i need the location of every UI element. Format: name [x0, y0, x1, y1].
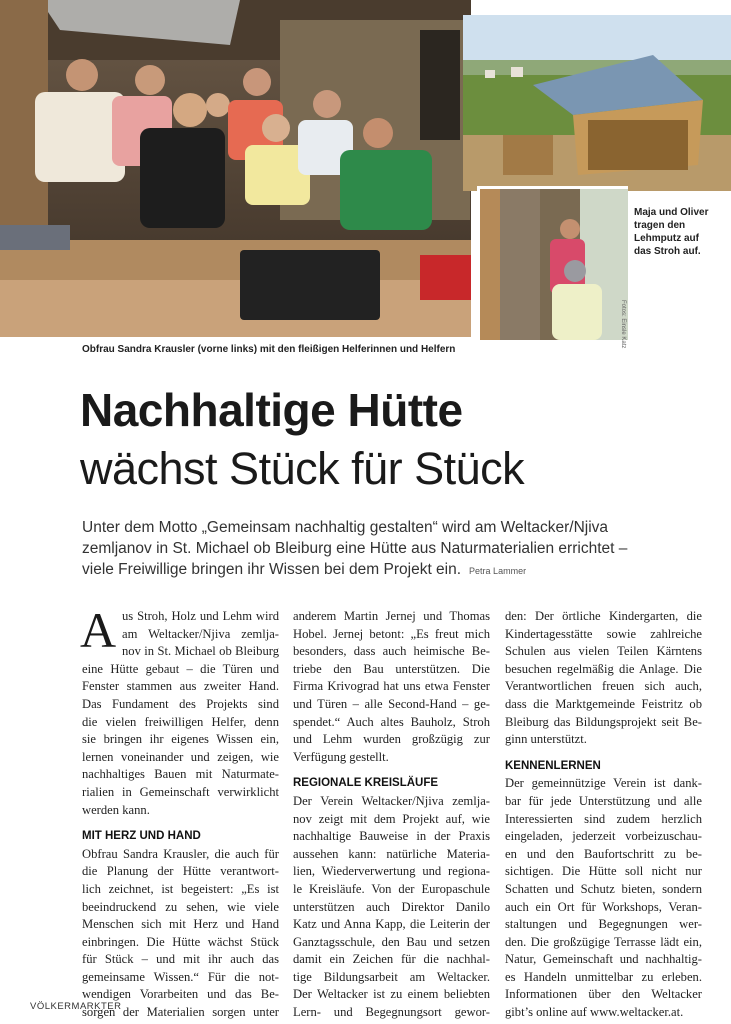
text-line: Interessierten sind zudem herzlich: [505, 811, 702, 826]
text-line: Informationen über den Weltacker: [505, 987, 702, 1002]
dropcap-letter: A: [80, 602, 117, 658]
wall-photo: [477, 186, 628, 340]
text-line: staltungen und Begegnungen wer-: [505, 917, 702, 932]
text-line: für Stück – und mit ihr auch das: [82, 952, 279, 967]
text-line: sie bringen ihr eigenes Wissen ein,: [82, 732, 279, 747]
text-line: ginn unterstützt.: [505, 732, 587, 747]
text-line: lich zeichnet, ist begeistert: „Es ist: [82, 881, 279, 896]
side-caption-line: das Stroh auf.: [634, 246, 701, 257]
text-line: Das Fundament des Projekts sind: [82, 696, 279, 711]
text-line: Kindertagesstätte sowie zahlreiche: [505, 626, 702, 641]
text-line: wendigen Vorarbeiten und das Be-: [82, 987, 279, 1002]
section-heading: REGIONALE KREISLÄUFE: [293, 777, 439, 790]
article-column-1: [80, 602, 279, 1022]
text-line: die vielen freiwilligen Helfer, denn: [82, 714, 279, 729]
section-body: [505, 775, 702, 1021]
headline-secondary: wächst Stück für Stück: [80, 443, 525, 494]
group-photo-graphic: [0, 0, 471, 337]
section-continuation: [505, 608, 702, 749]
text-line: Firma Krivograd hat uns etwa Fenster: [293, 679, 490, 694]
text-line: en und den Baufortschritt zu be-: [505, 846, 702, 861]
lead-line: zemljanov in St. Michael ob Bleiburg eine Hütte aus Naturmaterialien errichtet –: [82, 540, 628, 557]
text-line: Hobel. Jernej betont: „Es freut mich: [293, 626, 490, 641]
text-line: Verfügung gestellt.: [293, 749, 389, 764]
text-line: nov in St. Michael ob Bleiburg: [122, 644, 279, 659]
text-line: lernen voneinander und zeigen, wie: [82, 749, 279, 764]
text-line: nov zeigt mit dem Projekt auf, wie: [293, 811, 490, 826]
text-line: gemeinsame Wissen.“ Für die not-: [82, 969, 279, 984]
text-line: einbringen. Die Hütte wächst Stück: [82, 934, 279, 949]
lead-paragraph: [82, 517, 682, 582]
side-caption-line: tragen den: [634, 220, 686, 231]
text-line: am Weltacker/Njiva zemlja-: [122, 626, 279, 641]
text-line: Schatten und Schutz bieten, sondern: [505, 881, 702, 896]
text-line: Verantwortlichen freuen sich auch,: [505, 679, 702, 694]
side-photo-caption: [634, 206, 730, 258]
text-line: eingeladen, jederzeit vorbeizuschau-: [505, 829, 702, 844]
text-line: sorgen der Materialien sorgen unter: [82, 1005, 279, 1020]
section-heading: KENNENLERNEN: [505, 759, 601, 772]
text-line: beeindruckend zu sehen, wie viele: [82, 899, 279, 914]
text-line: Schulen aus vielen Teilen Kärntens: [505, 644, 702, 659]
text-line: sichtigen. Die Hütte soll nicht nur: [505, 864, 702, 879]
hut-photo: [463, 15, 731, 191]
headline-primary: Nachhaltige Hütte: [80, 384, 463, 436]
text-line: unterstützen auch Direktor Danilo: [293, 899, 490, 914]
text-line: eine Hütte gebaut – die Türen und: [82, 661, 279, 676]
section-continuation: [293, 608, 490, 766]
text-line: den. Die großzügige Terrasse lädt ein,: [505, 934, 702, 949]
text-line: Ganztagsschule, den Bau und setzen: [293, 934, 490, 949]
text-line: Lern- und Begegnungsort gewor-: [293, 1005, 490, 1020]
lead-text: viele Freiwillige bringen ihr Wissen bei dem Projekt ein.: [82, 561, 462, 578]
section-body: [82, 846, 279, 1022]
author-byline: Petra Lammer: [469, 566, 527, 576]
text-line: und Türen – alle Second-Hand – ge-: [293, 696, 490, 711]
section-heading: MIT HERZ UND HAND: [82, 830, 201, 843]
intro-body: [82, 661, 279, 819]
text-line: Der gemeinnützige Verein ist dank-: [505, 776, 702, 791]
article-column-2: [293, 608, 490, 1022]
text-line: Menschen sich mit Herz und Hand: [82, 917, 279, 932]
text-line: Fenster stammen aus zweiter Hand.: [82, 679, 279, 694]
magazine-footer: VÖLKERMARKTER: [30, 1001, 122, 1012]
lead-line: Unter dem Motto „Gemeinsam nachhaltig gestalten“ wird am Weltacker/Njiva: [82, 519, 609, 536]
text-line: rialien in Gemeinschaft verwirklicht: [82, 784, 279, 799]
text-line: damit ein Zeichen für die nachhal-: [293, 952, 490, 967]
text-line: dass die Marktgemeinde Feistritz ob: [505, 696, 702, 711]
wall-photo-graphic: [480, 189, 628, 340]
text-line: le Kreisläufe. Von der Europaschule: [293, 881, 490, 896]
text-line: Der Weltacker ist zu einem beliebten: [293, 987, 490, 1002]
text-line: triebe den Bau unterstützen. Die: [293, 661, 490, 676]
section-body: [293, 793, 490, 1022]
text-line: besuchen regelmäßig die Anlage. Die: [505, 661, 702, 676]
text-line: Katz und Anna Kapp, die Leiterin der: [293, 917, 490, 932]
intro-with-dropcap: [80, 602, 279, 661]
text-line: den: Der örtliche Kindergarten, die: [505, 609, 702, 623]
text-line: Obfrau Sandra Krausler, die auch für: [82, 846, 279, 861]
hut-photo-graphic: [463, 15, 731, 191]
text-line: besonders, dass auch heimische Be-: [293, 644, 490, 659]
text-line: nachhaltiges Bauen mit Naturmate-: [82, 767, 279, 782]
article-column-3: [505, 608, 702, 1022]
text-line: lien, Wiederverwertung und regiona-: [293, 864, 490, 879]
text-line: auch ein Ort für Workshops, Veran-: [505, 899, 702, 914]
text-line: spendet.“ Auch altes Bauholz, Stroh: [293, 714, 490, 729]
side-caption-line: Maja und Oliver: [634, 207, 709, 218]
text-line: tige Bildungsarbeit am Weltacker.: [293, 969, 490, 984]
text-line: es Handeln unmittelbar zu erleben.: [505, 969, 702, 984]
text-line: die Planung der Hütte verantwort-: [82, 864, 279, 879]
side-caption-line: Lehmputz auf: [634, 233, 699, 244]
text-line: gibt’s online auf www.weltacker.at.: [505, 1005, 684, 1020]
text-line: bar für jede Unterstützung und alle: [505, 793, 702, 808]
text-line: aussehen kann: natürliche Materia-: [293, 846, 490, 861]
group-photo: [0, 0, 471, 337]
text-line: Bleiburg das Bildungsprojekt seit Be-: [505, 714, 702, 729]
text-line: Natur, Gemeinschaft und nachhaltig-: [505, 952, 702, 967]
text-line: nachhaltige Bauweise in der Praxis: [293, 829, 490, 844]
main-photo-caption: Obfrau Sandra Krausler (vorne links) mit den fleißigen Helferinnen und Helfern: [82, 344, 456, 355]
text-line: us Stroh, Holz und Lehm wird: [122, 609, 279, 623]
text-line: Der Verein Weltacker/Njiva zemlja-: [293, 793, 490, 808]
text-line: und Lehm wurden großzügig zur: [293, 732, 490, 747]
lead-line-last: [82, 559, 682, 582]
text-line: werden kann.: [82, 802, 150, 817]
photo-credit: Fotos: Einsle Katz: [620, 300, 626, 349]
text-line: anderem Martin Jernej und Thomas: [293, 609, 490, 623]
